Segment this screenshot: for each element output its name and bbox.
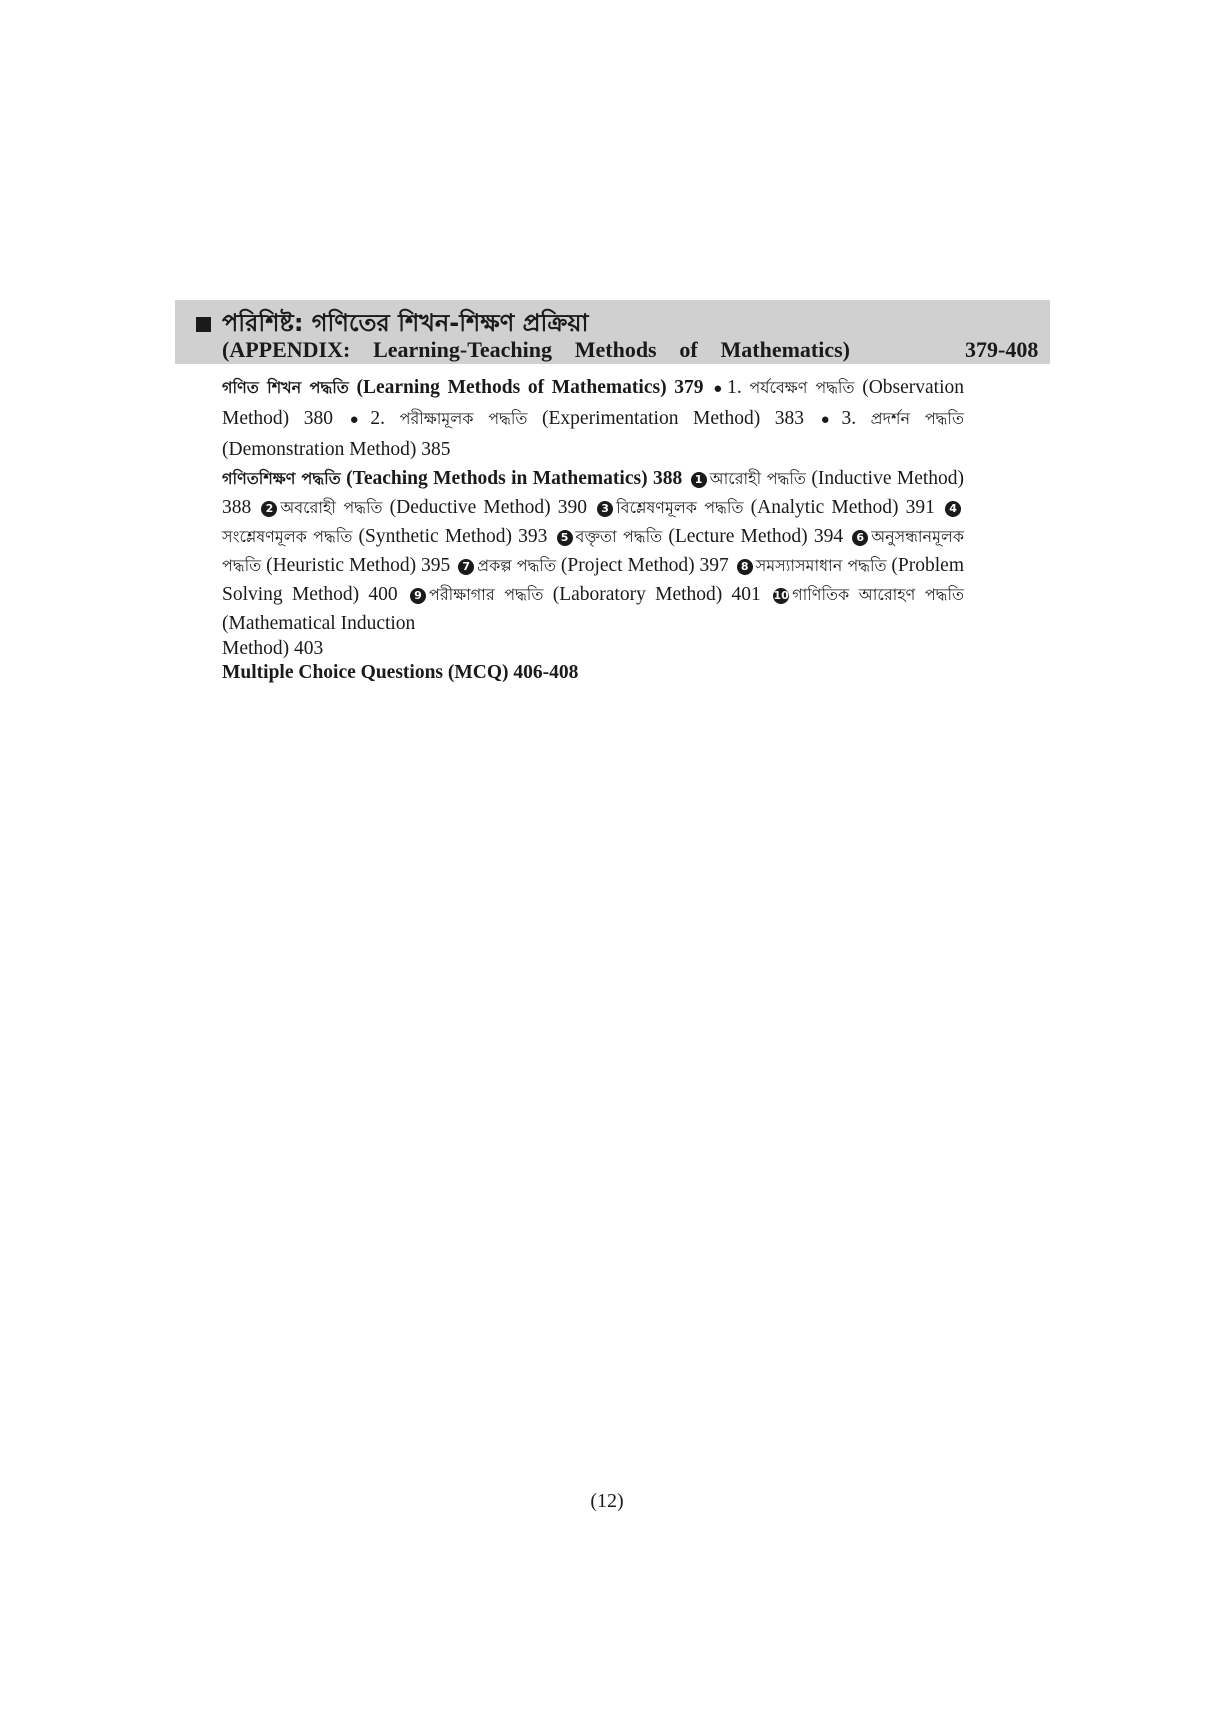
toc-item-bengali: বিশ্লেষণমূলক পদ্ধতি (616, 498, 744, 517)
toc-item-bengali: সমস্যাসমাধান পদ্ধতি (755, 556, 887, 575)
teaching-methods-paragraph (222, 464, 964, 638)
learning-methods-paragraph (222, 373, 964, 464)
toc-item-number: 1. (727, 377, 742, 398)
appendix-title-english: (APPENDIX: Learning-Teaching Methods of Mathematics) (222, 337, 850, 362)
toc-item-english: (Project Method) 397 (560, 555, 729, 576)
toc-item-bengali: আরোহী পদ্ধতি (709, 469, 806, 488)
teaching-heading-bengali: গণিতশিক্ষণ পদ্ধতি (222, 469, 341, 488)
toc-item-bengali: বক্তৃতা পদ্ধতি (575, 527, 663, 546)
toc-item-bengali: অবরোহী পদ্ধতি (280, 498, 383, 517)
toc-item-english: (Problem Solving Method) 400 (222, 555, 964, 605)
toc-body (222, 373, 964, 686)
toc-last-line: Method) 403 (222, 638, 324, 659)
toc-item-bengali: পরীক্ষাগার পদ্ধতি (428, 585, 544, 604)
numbered-circle-icon: 8 (737, 559, 753, 575)
numbered-circle-icon: 4 (945, 501, 961, 517)
square-bullet-icon (196, 317, 211, 332)
numbered-circle-icon: 9 (410, 588, 426, 604)
toc-item-number: 3. (841, 408, 857, 429)
numbered-circle-icon: 6 (852, 530, 868, 546)
numbered-circle-icon: 5 (557, 530, 573, 546)
bullet-dot-icon: ● (820, 412, 840, 428)
toc-item-english: (Mathematical Induction (222, 613, 416, 634)
toc-item-english: (Demonstration Method) 385 (222, 439, 451, 460)
learning-heading-bengali: গণিত শিখন পদ্ধতি (222, 378, 349, 397)
toc-item-bengali: প্রকল্প পদ্ধতি (477, 556, 556, 575)
mcq-entry: Multiple Choice Questions (MCQ) 406-408 (222, 662, 579, 683)
learning-heading-english: (Learning Methods of Mathematics) 379 (356, 377, 704, 398)
toc-item-bengali: সংশ্লেষণমূলক পদ্ধতি (222, 527, 353, 546)
numbered-circle-icon: 2 (261, 501, 277, 517)
toc-item-bengali: অনুসন্ধানমূলক পদ্ধতি (222, 527, 965, 575)
appendix-title-bengali: পরিশিষ্ট: গণিতের শিখন-শিক্ষণ প্রক্রিয়া (222, 309, 589, 337)
toc-item-bengali: পরীক্ষামূলক পদ্ধতি (399, 409, 528, 428)
toc-item-english: (Inductive Method) 388 (222, 468, 965, 518)
appendix-page-range: 379-408 (965, 337, 1039, 362)
toc-item-english: (Experimentation Method) 383 (542, 408, 805, 429)
toc-item-english: (Synthetic Method) 393 (358, 526, 548, 547)
toc-item-bengali: পর্যবেক্ষণ পদ্ধতি (749, 378, 855, 397)
toc-item-english: (Deductive Method) 390 (389, 497, 587, 518)
toc-item-english: (Analytic Method) 391 (750, 497, 935, 518)
toc-item-number: 2. (370, 408, 385, 429)
bullet-dot-icon: ● (713, 381, 726, 397)
toc-item-english: (Observation Method) 380 (222, 377, 965, 429)
toc-item-english: (Lecture Method) 394 (668, 526, 844, 547)
toc-item-english: (Heuristic Method) 395 (266, 555, 451, 576)
numbered-circle-icon: 1 (691, 472, 707, 488)
toc-item-bengali: গাণিতিক আরোহণ পদ্ধতি (792, 585, 965, 604)
numbered-circle-icon: 7 (458, 559, 474, 575)
page-number: (12) (590, 1490, 624, 1512)
toc-item-bengali: প্রদর্শন পদ্ধতি (870, 409, 965, 428)
toc-item-english: (Laboratory Method) 401 (552, 584, 761, 605)
teaching-heading-english: (Teaching Methods in Mathematics) 388 (346, 468, 683, 489)
bullet-dot-icon: ● (349, 412, 369, 428)
numbered-circle-icon: 10 (773, 589, 789, 602)
numbered-circle-icon: 3 (597, 501, 613, 517)
